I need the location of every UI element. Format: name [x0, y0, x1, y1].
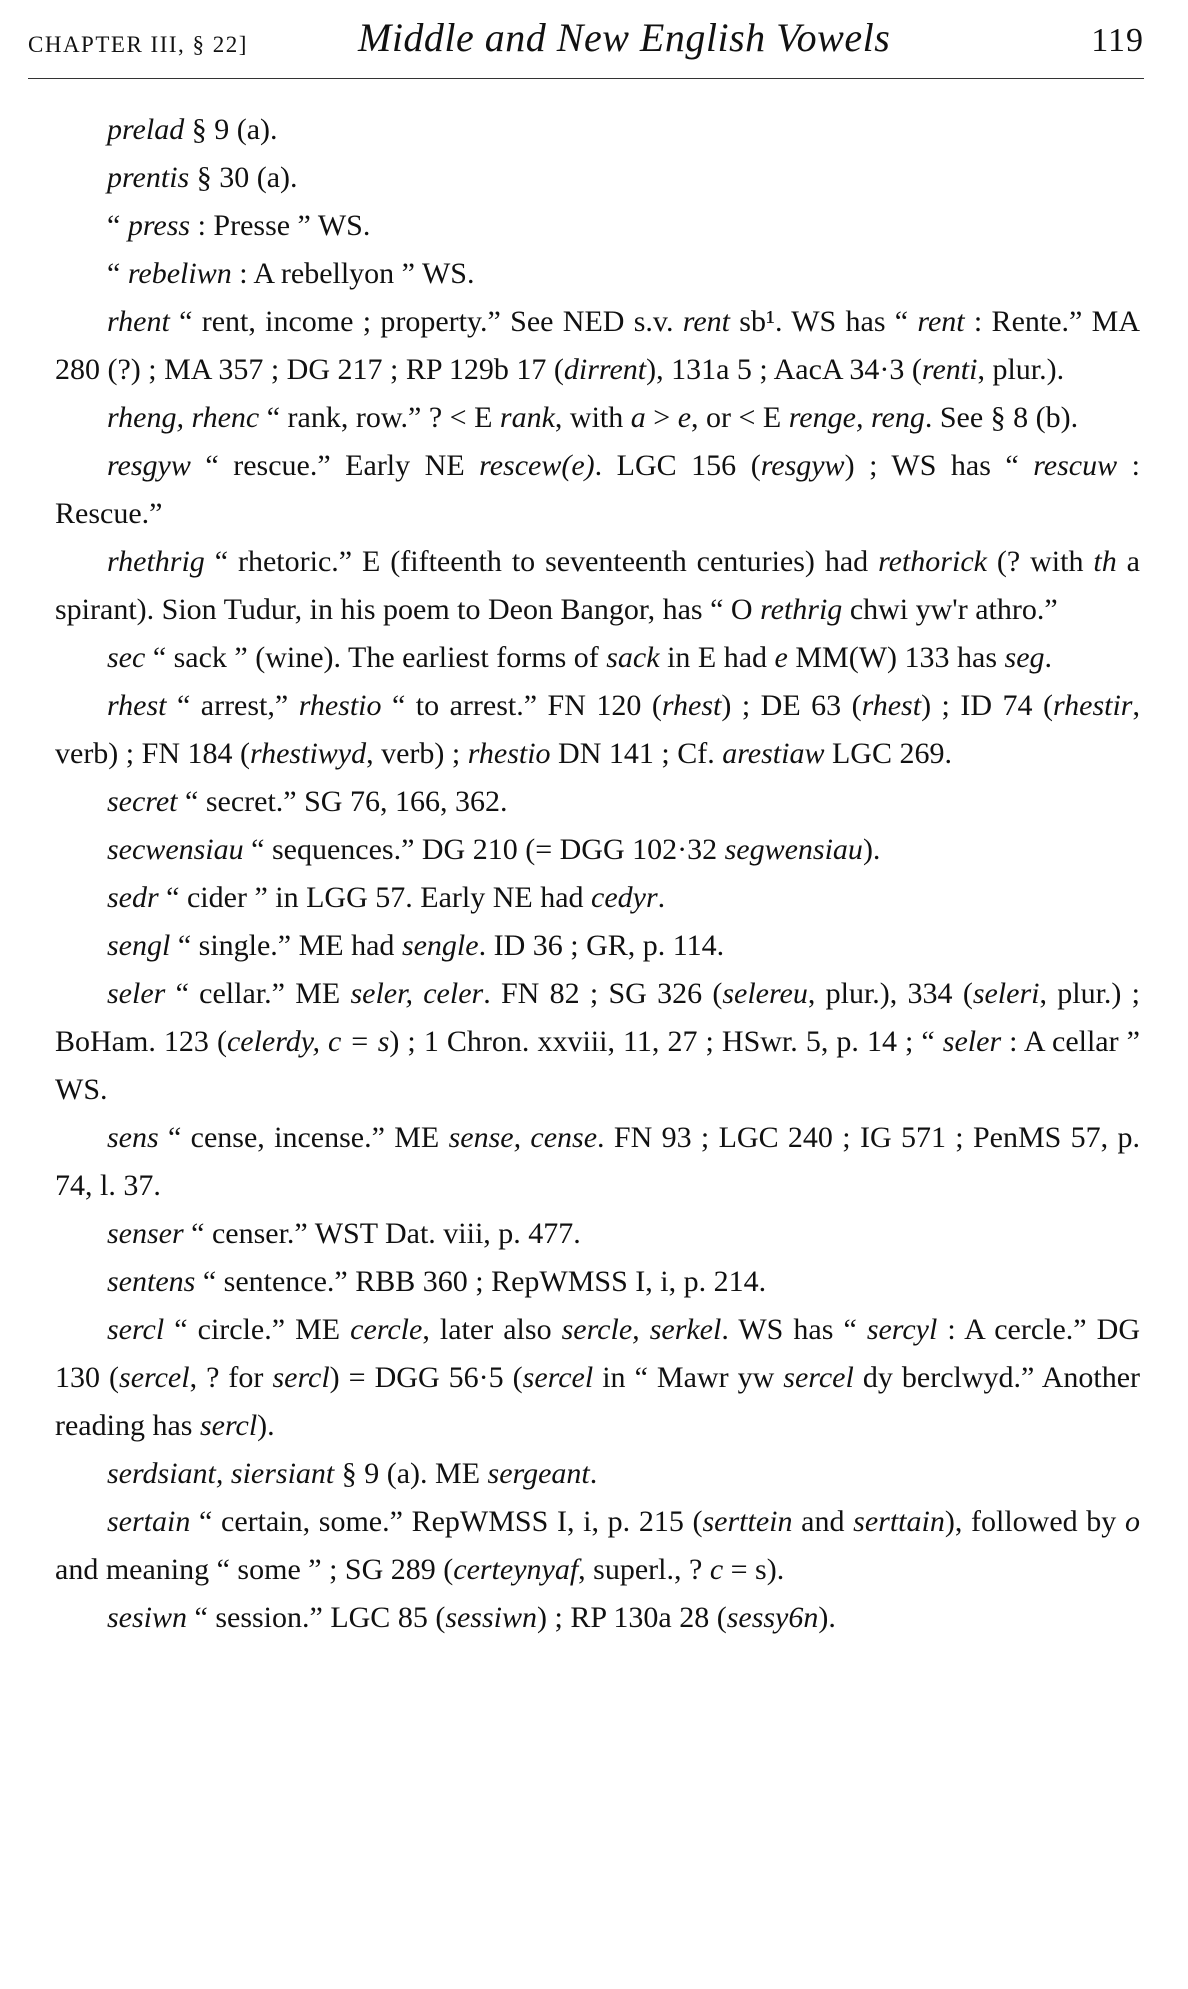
glossary-body	[55, 106, 1140, 1642]
entry-resgyw: resgyw “ rescue.” Early NE rescew(e). LGC 156 (resgyw) ; WS has “ rescuw : Rescue.”	[55, 449, 1140, 530]
entry-sengl: sengl “ single.” ME had sengle. ID 36 ; GR, p. 114.	[107, 929, 725, 962]
running-header	[28, 8, 1144, 79]
entry-serdsiant: serdsiant, siersiant § 9 (a). ME sergeant.	[107, 1457, 598, 1490]
entry-sentens: sentens “ sentence.” RBB 360 ; RepWMSS I, i, p. 214.	[107, 1265, 767, 1298]
entry-sercl: sercl “ circle.” ME cercle, later also sercle, serkel. WS has “ sercyl : A cercle.” DG 130 (sercel, ? for sercl) = DGG 56·5 (sercel in “ Mawr yw sercel dy berclwyd.” Another reading has sercl).	[55, 1313, 1140, 1442]
entry-rhest: rhest “ arrest,” rhestio “ to arrest.” FN 120 (rhest) ; DE 63 (rhest) ; ID 74 (rhestir, verb) ; FN 184 (rhestiwyd, verb) ; rhestio DN 141 ; Cf. arestiaw LGC 269.	[55, 689, 1140, 770]
chapter-reference: CHAPTER III, § 22]	[28, 32, 248, 57]
entry-seler: seler “ cellar.” ME seler, celer. FN 82 ; SG 326 (selereu, plur.), 334 (seleri, plur.) ; BoHam. 123 (celerdy, c = s) ; 1 Chron. xxviii, 11, 27 ; HSwr. 5, p. 14 ; “ seler : A cellar ” WS.	[55, 977, 1140, 1106]
entry-sertain: sertain “ certain, some.” RepWMSS I, i, p. 215 (serttein and serttain), followed by o and meaning “ some ” ; SG 289 (certeynyaf, superl., ? c = s).	[55, 1505, 1140, 1586]
entry-sedr: sedr “ cider ” in LGG 57. Early NE had cedyr.	[107, 881, 666, 914]
entry-rheng: rheng, rhenc “ rank, row.” ? < E rank, with a > e, or < E renge, reng. See § 8 (b).	[107, 401, 1079, 434]
entry-senser: senser “ censer.” WST Dat. viii, p. 477.	[107, 1217, 581, 1250]
entry-prentis: prentis § 30 (a).	[107, 161, 298, 194]
entry-rebeliwn: “ rebeliwn : A rebellyon ” WS.	[107, 257, 475, 290]
entry-rhent: rhent “ rent, income ; property.” See NED s.v. rent sb¹. WS has “ rent : Rente.” MA 280 (?) ; MA 357 ; DG 217 ; RP 129b 17 (dirrent), 131a 5 ; AacA 34·3 (renti, plur.).	[55, 305, 1140, 386]
entry-rhethrig: rhethrig “ rhetoric.” E (fifteenth to seventeenth centuries) had rethorick (? with th a spirant). Sion Tudur, in his poem to Deon Bangor, has “ O rethrig chwi yw'r athro.”	[55, 545, 1141, 626]
entry-press: “ press : Presse ” WS.	[107, 209, 371, 242]
entry-sec: sec “ sack ” (wine). The earliest forms of sack in E had e MM(W) 133 has seg.	[107, 641, 1053, 674]
entry-secwensiau: secwensiau “ sequences.” DG 210 (= DGG 102·32 segwensiau).	[107, 833, 881, 866]
entry-sens: sens “ cense, incense.” ME sense, cense. FN 93 ; LGC 240 ; IG 571 ; PenMS 57, p. 74, l. 37.	[55, 1121, 1140, 1202]
page-number: 119	[1091, 22, 1144, 59]
entry-sesiwn: sesiwn “ session.” LGC 85 (sessiwn) ; RP 130a 28 (sessy6n).	[107, 1601, 836, 1634]
entry-prelad: prelad § 9 (a).	[107, 113, 278, 146]
entry-secret: secret “ secret.” SG 76, 166, 362.	[107, 785, 508, 818]
page-title: Middle and New English Vowels	[358, 15, 891, 60]
